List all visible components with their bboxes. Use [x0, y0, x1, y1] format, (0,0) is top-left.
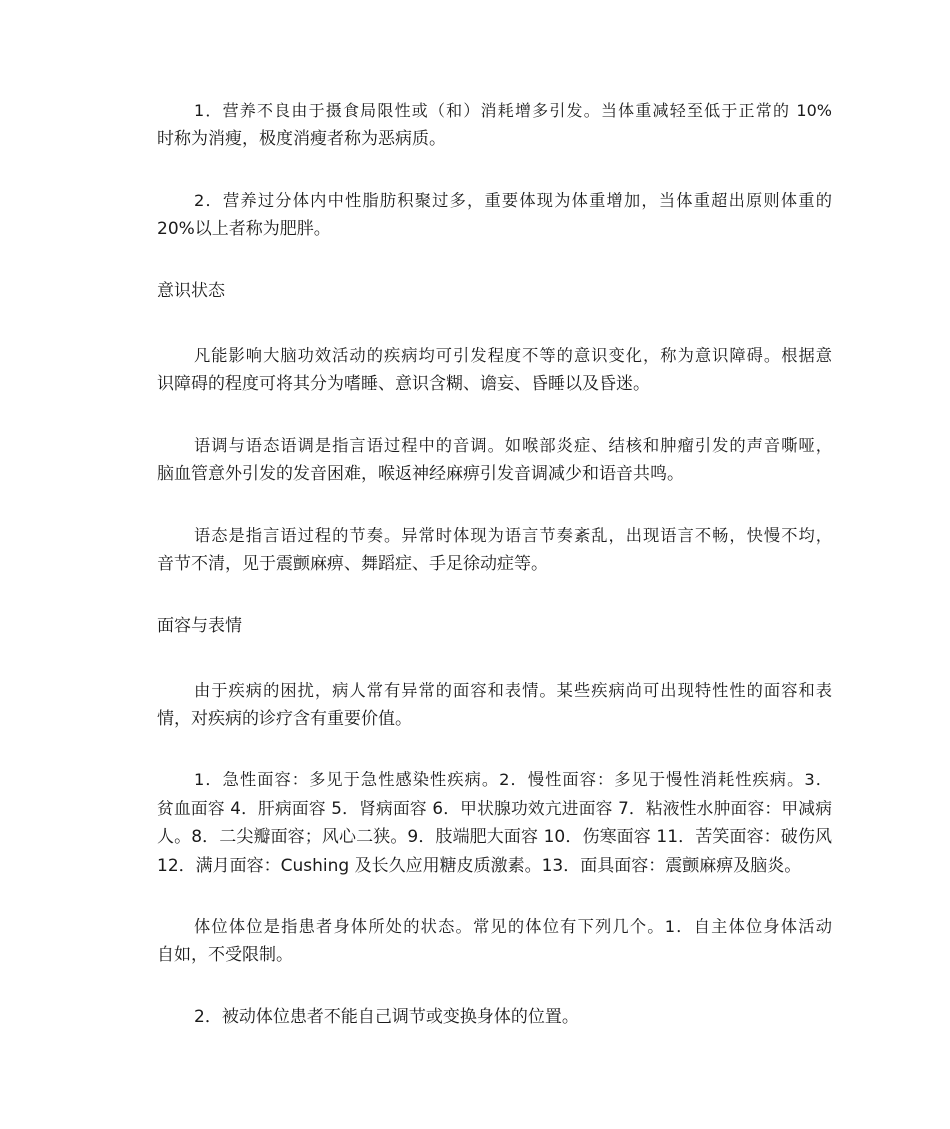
text-line: 人。8．二尖瓣面容；风心二狭。9．肢端肥大面容 10．伤寒面容 11．苦笑面容：破伤风: [157, 827, 832, 847]
text-line: 凡能影响大脑功效活动的疾病均可引发程度不等的意识变化，称为意识障碍。根据意: [194, 346, 832, 365]
paragraph-facies-list: [120, 765, 832, 881]
paragraph-nutrition-deficiency: [120, 96, 832, 154]
paragraph-consciousness: [120, 341, 832, 399]
text-line: 12．满月面容：Cushing 及长久应用糖皮质激素。13．面具面容：震颤麻痹及脑炎。: [157, 856, 802, 876]
text-line: 识障碍的程度可将其分为嗜睡、意识含糊、谵妄、昏睡以及昏迷。: [157, 374, 650, 394]
paragraph-nutrition-excess: [120, 186, 832, 244]
section-heading-consciousness: 意识状态: [157, 281, 225, 301]
text-line: 音节不清，见于震颤麻痹、舞蹈症、手足徐动症等。: [157, 554, 548, 574]
text-line: 由于疾病的困扰，病人常有异常的面容和表情。某些疾病尚可出现特性性的面容和表: [194, 681, 832, 700]
text-line: 1．急性面容：多见于急性感染性疾病。2．慢性面容：多见于慢性消耗性疾病。3．: [194, 770, 832, 789]
text-line: 情，对疾病的诊疗含有重要价值。: [157, 709, 412, 729]
text-line: 贫血面容 4．肝病面容 5．肾病面容 6．甲状腺功效亢进面容 7．粘液性水肿面容：甲减病: [157, 798, 832, 818]
text-line: 时称为消瘦，极度消瘦者称为恶病质。: [157, 129, 446, 149]
text-line: 语态是指言语过程的节奏。异常时体现为语言节奏紊乱，出现语言不畅，快慢不均，: [194, 526, 832, 545]
text-line: 体位体位是指患者身体所处的状态。常见的体位有下列几个。1．自主体位身体活动: [194, 917, 832, 936]
text-line: 2．营养过分体内中性脂肪积聚过多，重要体现为体重增加，当体重超出原则体重的: [194, 191, 832, 210]
paragraph-body-position: [120, 912, 832, 970]
paragraph-tone: [120, 431, 832, 489]
paragraph-facies-intro: [120, 676, 832, 734]
text-line: 自如，不受限制。: [157, 945, 293, 965]
text-line: 脑血管意外引发的发音困难，喉返神经麻痹引发音调减少和语音共鸣。: [157, 464, 684, 484]
paragraph-speech-rhythm: [120, 521, 832, 579]
text-line: 2．被动体位患者不能自己调节或变换身体的位置。: [194, 1007, 579, 1027]
section-heading-facies: 面容与表情: [157, 616, 242, 636]
text-line: 20%以上者称为肥胖。: [157, 219, 331, 239]
text-line: 1．营养不良由于摄食局限性或（和）消耗增多引发。当体重减轻至低于正常的 10%: [194, 101, 832, 120]
paragraph-passive-position: [120, 1003, 832, 1032]
text-line: 语调与语态语调是指言语过程中的音调。如喉部炎症、结核和肿瘤引发的声音嘶哑，: [194, 436, 832, 455]
